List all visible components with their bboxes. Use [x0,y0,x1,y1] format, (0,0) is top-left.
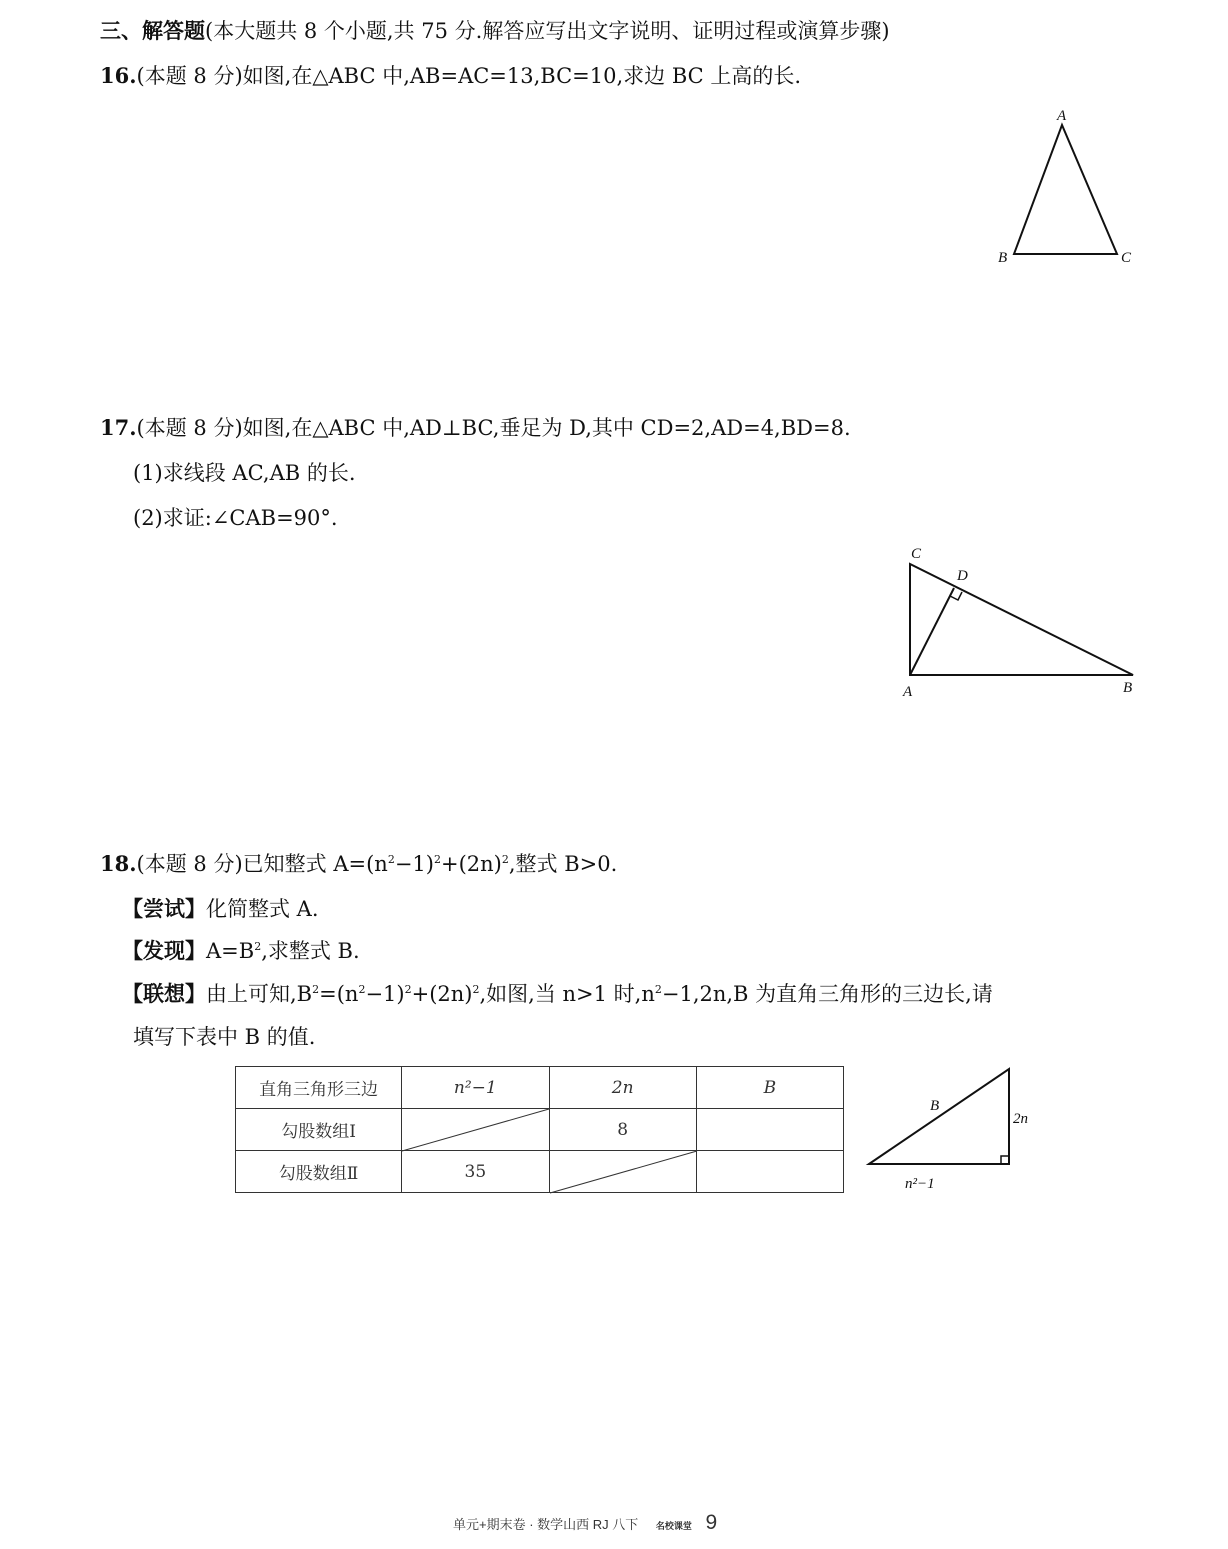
footer-brand: 名校课堂 [655,1521,692,1531]
table-row [236,1109,844,1151]
horizontal-leg-label: n²−1 [905,1176,935,1192]
q17-part-2: (2)求证:∠CAB=90°. [133,506,338,530]
question-number: 18. [100,851,137,876]
q17-triangle-figure [895,540,1145,705]
question-number: 17. [100,415,137,440]
hypotenuse-label: B [930,1098,940,1114]
q18-try [122,896,319,922]
table-answer-cell[interactable] [696,1109,843,1151]
slash-line [550,1151,697,1193]
pythagorean-table [235,1066,844,1193]
question-17 [100,415,851,441]
try-text: 化简整式 A. [206,897,319,921]
vertex-label-d: D [957,568,968,584]
question-16 [100,63,801,89]
section-title: 三、解答题 [100,18,205,43]
table-header-cell: B [696,1067,843,1109]
q18-right-triangle-figure [860,1060,1050,1200]
right-triangle [869,1069,1009,1164]
find-tag: 【发现】 [122,938,206,963]
question-number: 16. [100,63,137,88]
section-note: (本大题共 8 个小题,共 75 分.解答应写出文字说明、证明过程或演算步骤) [205,19,890,43]
table-answer-cell[interactable] [696,1151,843,1193]
triangle-abc [1014,125,1117,254]
table-cell: 勾股数组Ⅱ [236,1151,402,1193]
q18-find: 【发现】$A=B^2$,求整式 B. [122,938,360,963]
vertex-label-a: A [903,684,913,700]
question-text: (本题 8 分)如图,在△ABC 中,AD⊥BC,垂足为 D,其中 CD=2,AD=4,BD=8. [136,416,851,440]
question-18 [100,851,617,877]
q17-part-1: (1)求线段 AC,AB 的长. [133,461,356,485]
altitude-ad [910,588,954,675]
q18-link-line2: 填写下表中 B 的值. [133,1025,316,1049]
question-text: (本题 8 分)已知整式 $A=(n^2-1)^2+(2n)^2$,整式 B>0. [136,852,618,876]
vertex-label-c: C [911,546,922,562]
vertex-label-a: A [1057,108,1067,124]
page-number: 9 [705,1511,718,1534]
table-cell: 勾股数组Ⅰ [236,1109,402,1151]
table-header-cell: 直角三角形三边 [236,1067,402,1109]
slash-line [402,1109,549,1151]
question-text: (本题 8 分)如图,在△ABC 中,AB=AC=13,BC=10,求边 BC 上高的长. [136,64,802,88]
q18-link: 【联想】由上可知$,B^2=(n^2-1)^2+(2n)^2$,如图,当 n>1 时$,n^2-1,2n,B$ 为直角三角形的三边长,请 [122,981,993,1006]
triangle-abc [910,564,1133,675]
section-heading [100,18,890,44]
table-cell: 35 [402,1151,549,1193]
table-row [236,1151,844,1193]
vertical-leg-label: 2n [1013,1111,1028,1127]
link-tag: 【联想】 [122,981,206,1006]
footer-text: 单元+期末卷 · 数学山西 RJ 八下 [453,1517,639,1532]
table-cell-slashed [402,1109,549,1151]
table-header-cell: n²−1 [402,1067,549,1109]
try-tag: 【尝试】 [122,896,206,921]
page-footer [453,1511,717,1535]
table-cell-slashed [549,1151,696,1193]
right-angle-mark [1001,1156,1009,1164]
table-header-row [236,1067,844,1109]
vertex-label-c: C [1121,250,1132,266]
q16-triangle-figure [990,100,1140,270]
table-header-cell: 2n [549,1067,696,1109]
vertex-label-b: B [998,250,1008,266]
vertex-label-b: B [1123,680,1133,696]
table-cell: 8 [549,1109,696,1151]
